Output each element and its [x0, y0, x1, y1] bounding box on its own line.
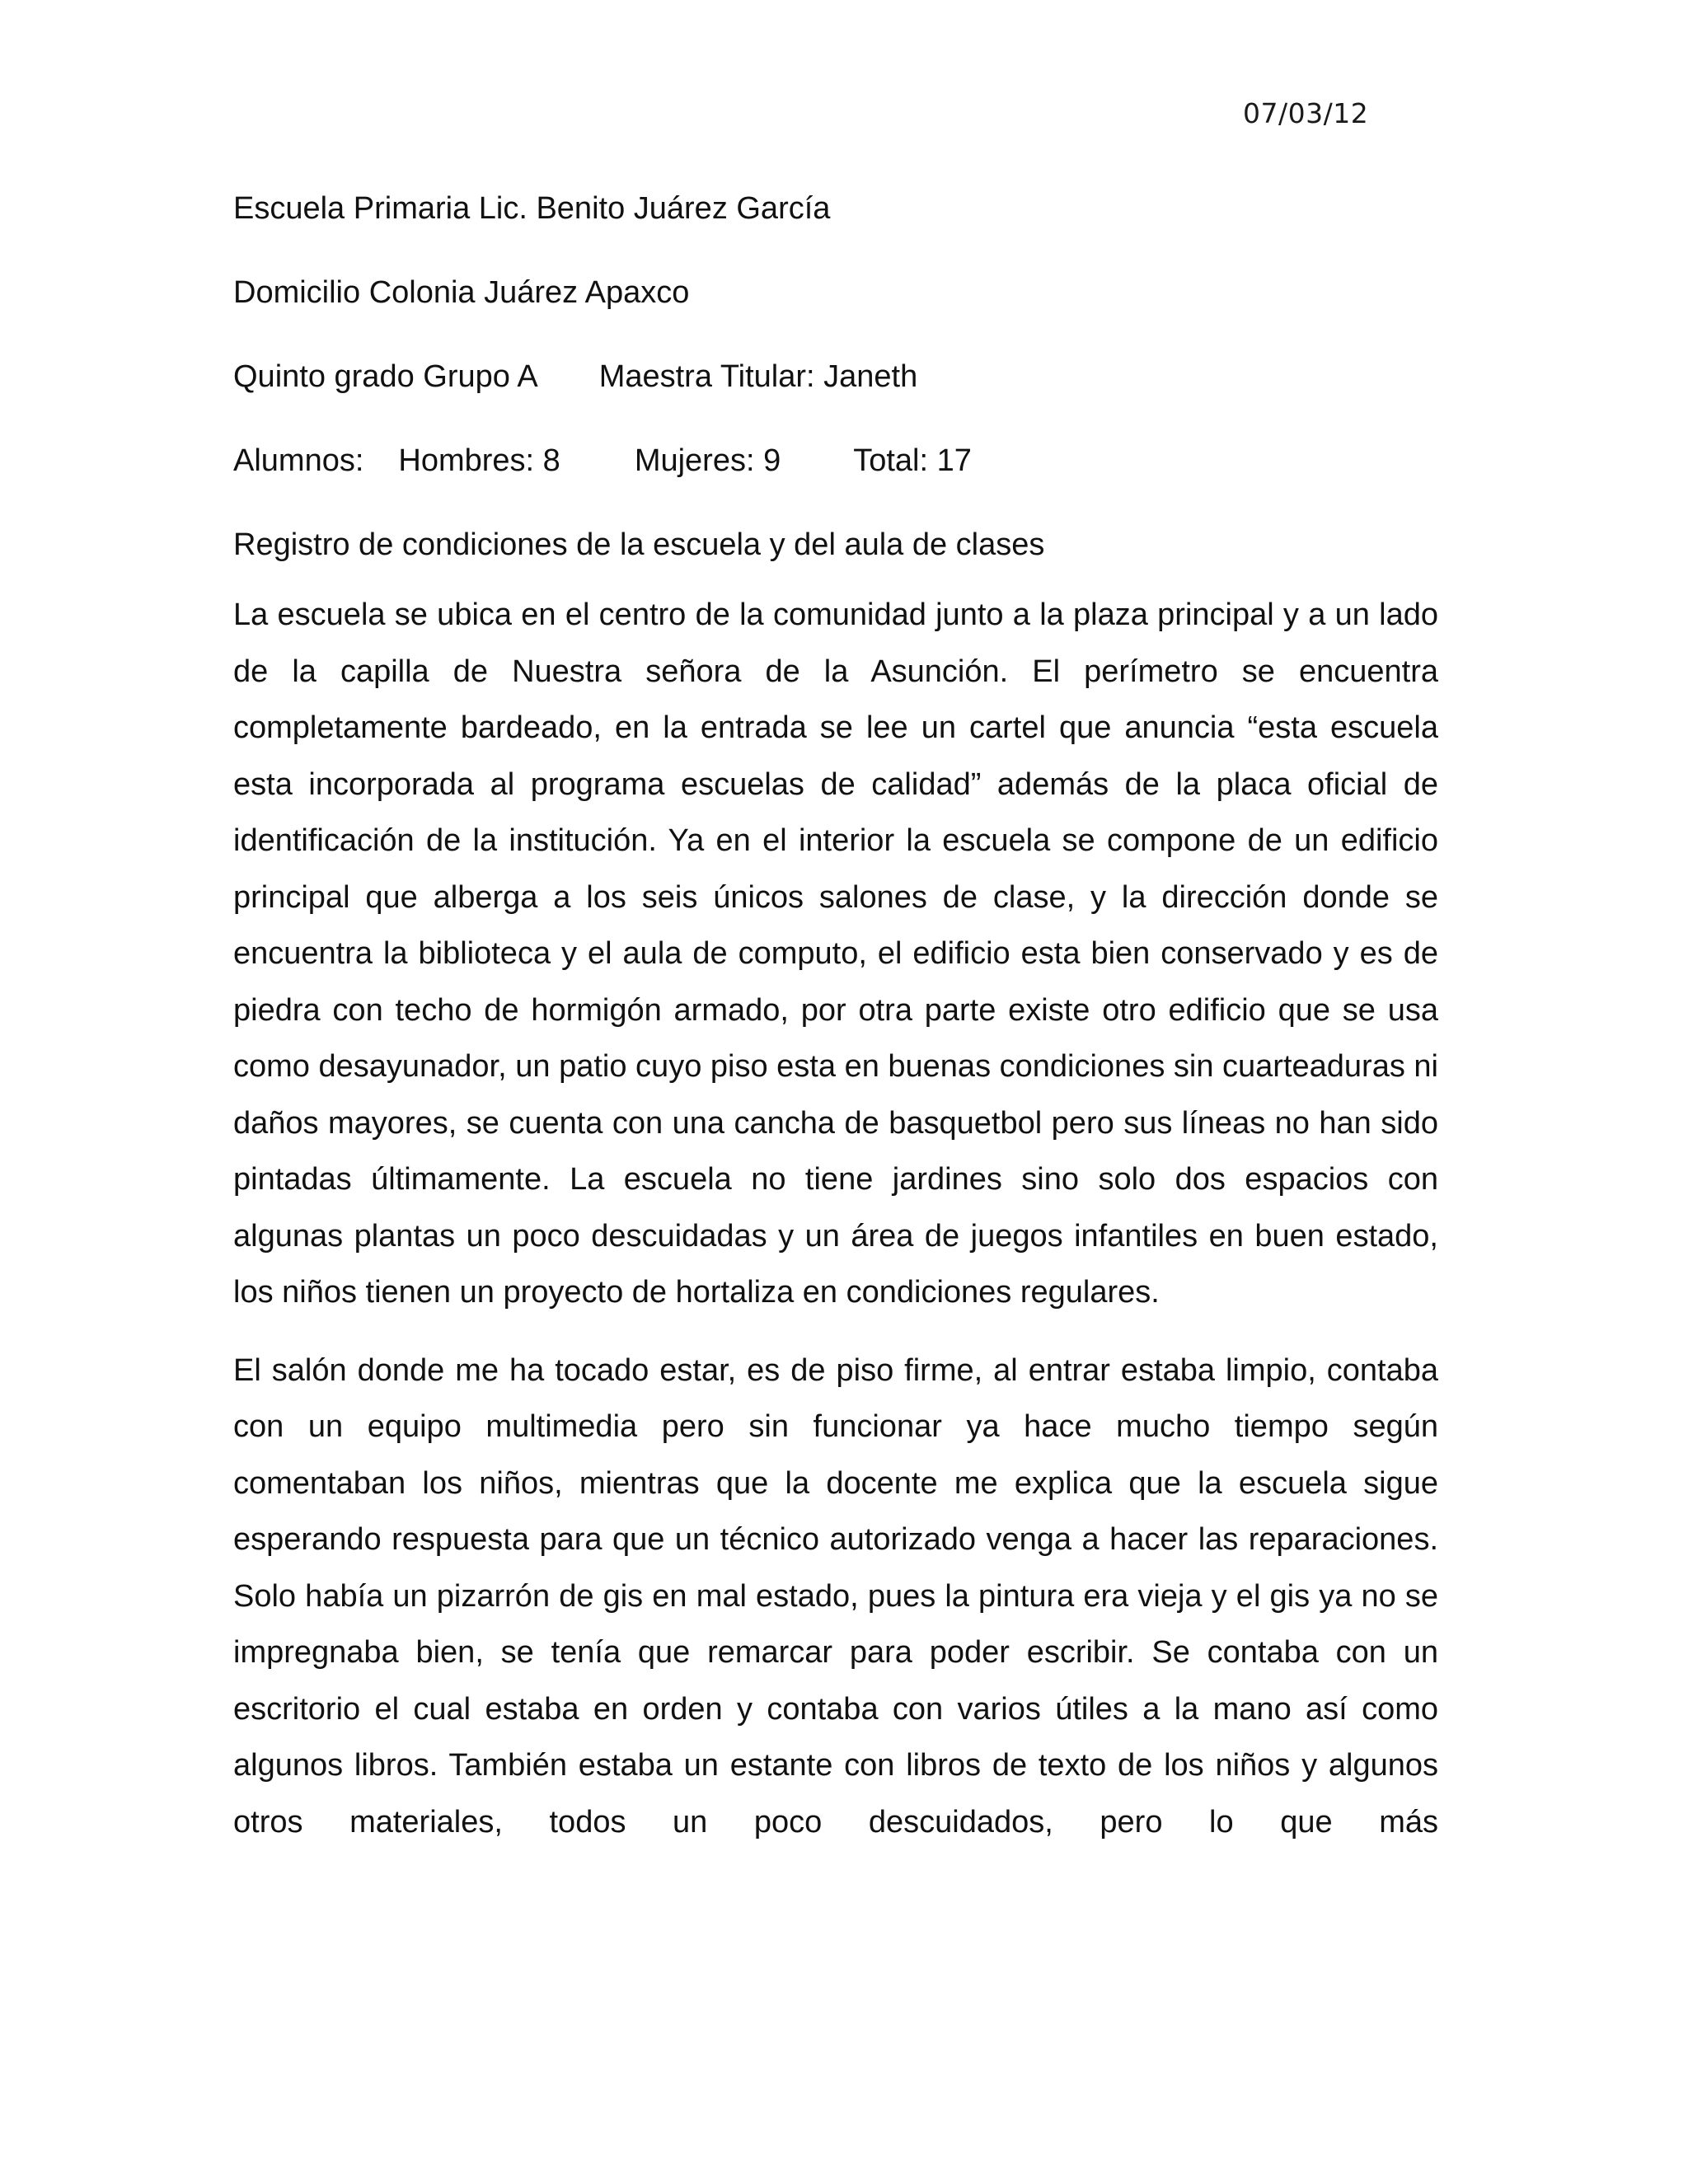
- teacher-name: Maestra Titular: Janeth: [598, 359, 918, 394]
- grade-teacher-row: [233, 358, 1438, 396]
- school-name: Escuela Primaria Lic. Benito Juárez García: [233, 191, 831, 226]
- document-date: 07/03/12: [1243, 97, 1369, 129]
- classroom-description-paragraph: El salón donde me ha tocado estar, es de piso firme, al entrar estaba limpio, contaba con un equipo multimedia pero sin funcionar ya hace mucho tiempo según comentaban los niños, mientras que la docente me explica que la escuela sigue esperando respuesta para que un técnico autorizado venga a hacer las reparaciones. Solo había un pizarrón de gis en mal estado, pues la pintura era vieja y el gis ya no se impregnaba bien, se tenía que remarcar para poder escribir. Se contaba con un escritorio el cual estaba en orden y contaba con varios útiles a la mano así como algunos libros. También estaba un estante con libros de texto de los niños y algunos otros materiales, todos un poco descuidados, pero lo que más: [233, 1352, 1438, 1840]
- school-description-paragraph: La escuela se ubica en el centro de la comunidad junto a la plaza principal y a un lado de la capilla de Nuestra señora de la Asunción. El perímetro se encuentra completamente bardeado, en la entrada se lee un cartel que anuncia “esta escuela esta incorporada al programa escuelas de calidad” además de la placa oficial de identificación de la institución. Ya en el interior la escuela se compone de un edificio principal que alberga a los seis únicos salones de clase, y la dirección donde se encuentra la biblioteca y el aula de computo, el edificio esta bien conservado y es de piedra con techo de hormigón armado, por otra parte existe otro edificio que se usa como desayunador, un patio cuyo piso esta en buenas condiciones sin cuarteaduras ni daños mayores, se cuenta con una cancha de basquetbol pero sus líneas no han sido pintadas últimamente. La escuela no tiene jardines sino solo dos espacios con algunas plantas un poco descuidadas y un área de juegos infantiles en buen estado, los niños tienen un proyecto de hortaliza en condiciones regulares.: [233, 598, 1438, 1310]
- school-address: Domicilio Colonia Juárez Apaxco: [233, 275, 690, 310]
- men-count: Hombres: 8: [398, 443, 560, 478]
- record-title: Registro de condiciones de la escuela y del aula de clases: [233, 527, 1045, 562]
- students-row: [233, 442, 1438, 480]
- women-count: Mujeres: 9: [634, 443, 781, 478]
- students-label: Alumnos:: [233, 443, 364, 478]
- grade-group: Quinto grado Grupo A: [233, 359, 538, 394]
- total-count: Total: 17: [853, 443, 972, 478]
- document-content: [233, 190, 1438, 1850]
